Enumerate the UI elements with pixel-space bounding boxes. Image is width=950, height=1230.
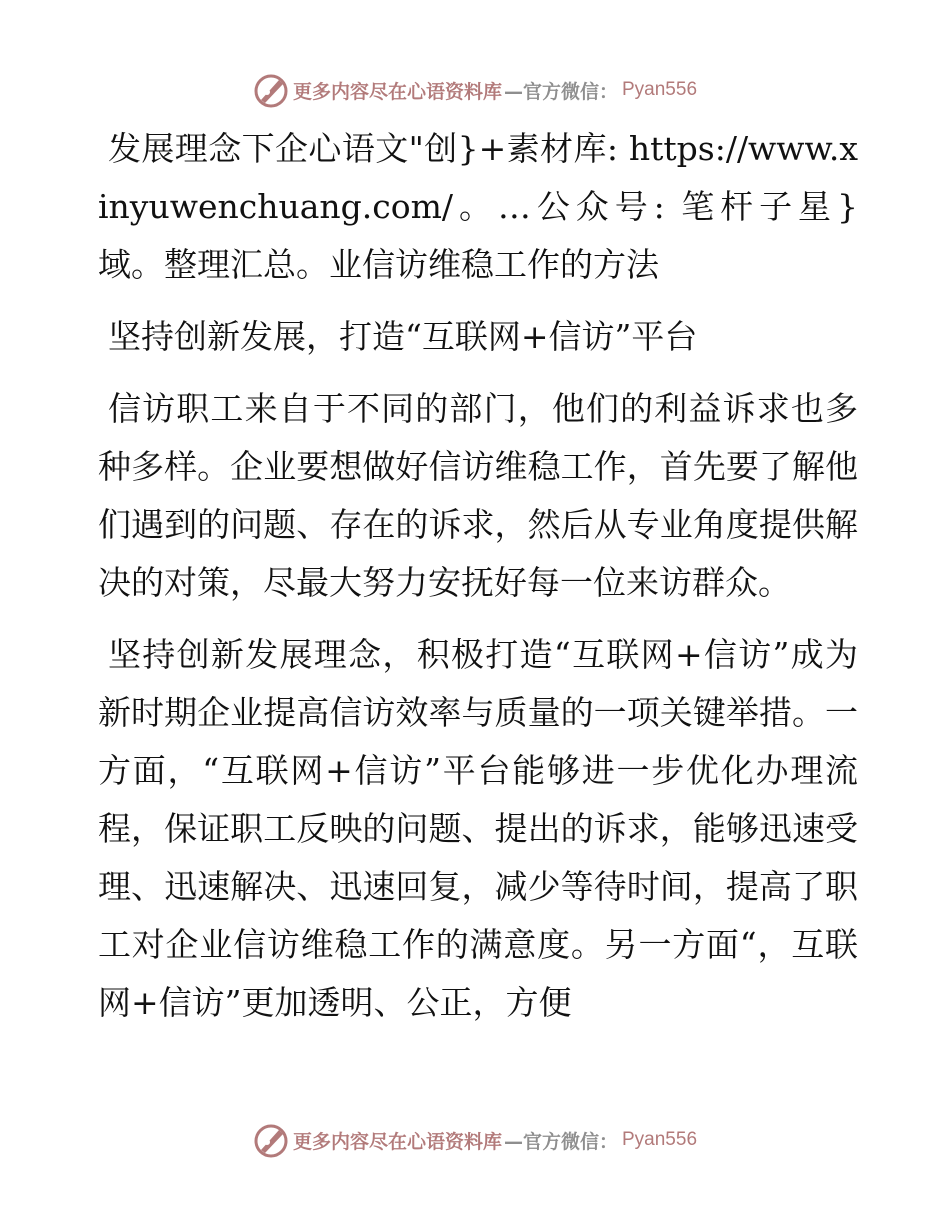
header-watermark-banner — [0, 70, 950, 110]
paragraph-2-heading: 坚持创新发展，打造“互联网+信访”平台 — [108, 317, 698, 356]
banner-main-text: 更多内容尽在心语资料库 — [292, 1130, 502, 1153]
banner-separator-text: —官方微信： — [503, 1130, 618, 1153]
document-body — [98, 120, 858, 1046]
banner-separator-text: —官方微信： — [503, 80, 618, 103]
paragraph-3: 信访职工来自于不同的部门，他们的利益诉求也多种多样。企业要想做好信访维稳工作，首先要了解他们遇到的问题、存在的诉求，然后从专业角度提供解决的对策，尽最大努力安抚好每一位来访群众。 — [98, 389, 858, 602]
banner-wechat-id: Pyan556 — [622, 79, 698, 100]
banner-main-text: 更多内容尽在心语资料库 — [292, 80, 502, 103]
pen-logo-icon — [253, 1122, 289, 1158]
footer-watermark-banner — [0, 1120, 950, 1160]
paragraph-1: 发展理念下企心语文"创}+素材库: https://www.xinyuwenchuang.com/。…公众号: 笔杆子星}域。整理汇总。业信访维稳工作的方法 — [98, 129, 858, 284]
banner-wechat-id: Pyan556 — [622, 1129, 698, 1150]
pen-logo-icon — [253, 72, 289, 108]
paragraph-4: 坚持创新发展理念，积极打造“互联网+信访”成为新时期企业提高信访效率与质量的一项关键举措。一方面，“互联网+信访”平台能够进一步优化办理流程，保证职工反映的问题、提出的诉求，能够迅速受理、迅速解决、迅速回复，减少等待时间，提高了职工对企业信访维稳工作的满意度。另一方面“，互联网+信访”更加透明、公正，方便 — [98, 635, 858, 1022]
